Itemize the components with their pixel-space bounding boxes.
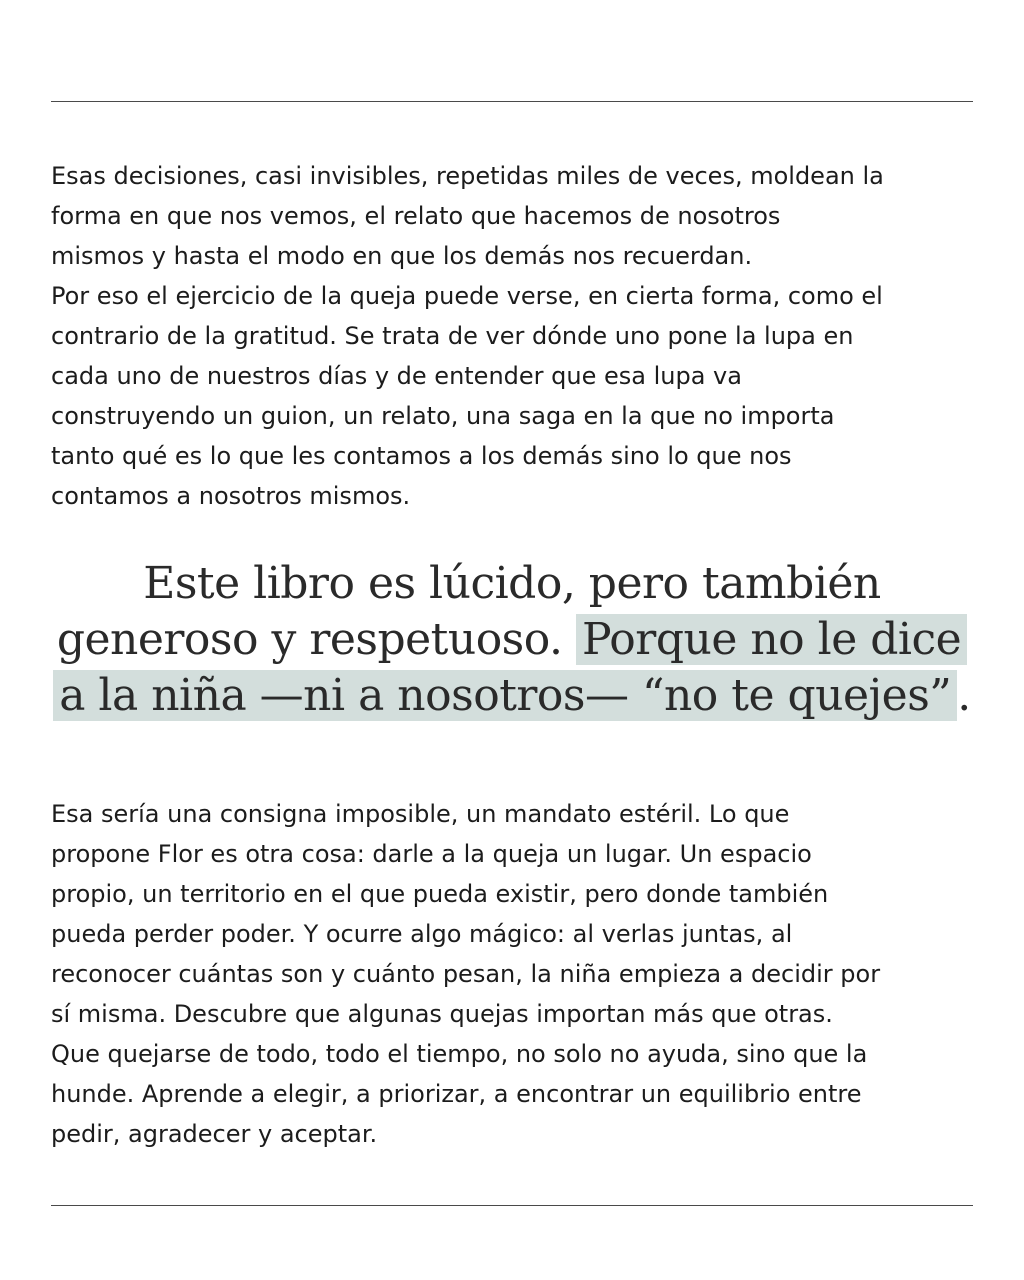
paragraph-line: hunde. Aprende a elegir, a priorizar, a encontrar un equilibrio entre [51, 1080, 862, 1108]
bottom-divider [51, 1205, 973, 1206]
pull-quote [36, 556, 988, 724]
paragraph-line: contrario de la gratitud. Se trata de ver dónde uno pone la lupa en [51, 322, 854, 350]
paragraph-line: propio, un territorio en el que pueda existir, pero donde también [51, 880, 829, 908]
paragraph-line: contamos a nosotros mismos. [51, 482, 411, 510]
paragraph-line: Esas decisiones, casi invisibles, repetidas miles de veces, moldean la [51, 162, 884, 190]
paragraph-line: mismos y hasta el modo en que los demás nos recuerdan. [51, 242, 753, 270]
pull-quote-line-1: Este libro es lúcido, pero también [143, 558, 881, 609]
body-paragraph-1 [51, 156, 981, 516]
paragraph-line: tanto qué es lo que les contamos a los demás sino lo que nos [51, 442, 792, 470]
pull-quote-line-2 [36, 612, 988, 668]
pull-quote-period: . [957, 670, 971, 721]
paragraph-line: reconocer cuántas son y cuánto pesan, la niña empieza a decidir por [51, 960, 881, 988]
paragraph-line: construyendo un guion, un relato, una saga en la que no importa [51, 402, 835, 430]
top-divider [51, 101, 973, 102]
pull-quote-text: generoso y respetuoso. [56, 614, 576, 665]
paragraph-line: pueda perder poder. Y ocurre algo mágico: al verlas juntas, al [51, 920, 793, 948]
body-paragraph-2 [51, 794, 981, 1154]
pull-quote-highlight: Porque no le dice [576, 614, 967, 665]
paragraph-line: pedir, agradecer y aceptar. [51, 1120, 378, 1148]
paragraph-line: sí misma. Descubre que algunas quejas importan más que otras. [51, 1000, 833, 1028]
pull-quote-line-3 [36, 668, 988, 724]
paragraph-line: forma en que nos vemos, el relato que hacemos de nosotros [51, 202, 781, 230]
paragraph-line: Esa sería una consigna imposible, un mandato estéril. Lo que [51, 800, 790, 828]
paragraph-line: Que quejarse de todo, todo el tiempo, no solo no ayuda, sino que la [51, 1040, 868, 1068]
paragraph-line: cada uno de nuestros días y de entender que esa lupa va [51, 362, 742, 390]
paragraph-line: propone Flor es otra cosa: darle a la queja un lugar. Un espacio [51, 840, 812, 868]
pull-quote-highlight: a la niña —ni a nosotros— “no te quejes” [53, 670, 957, 721]
paragraph-line: Por eso el ejercicio de la queja puede verse, en cierta forma, como el [51, 282, 883, 310]
